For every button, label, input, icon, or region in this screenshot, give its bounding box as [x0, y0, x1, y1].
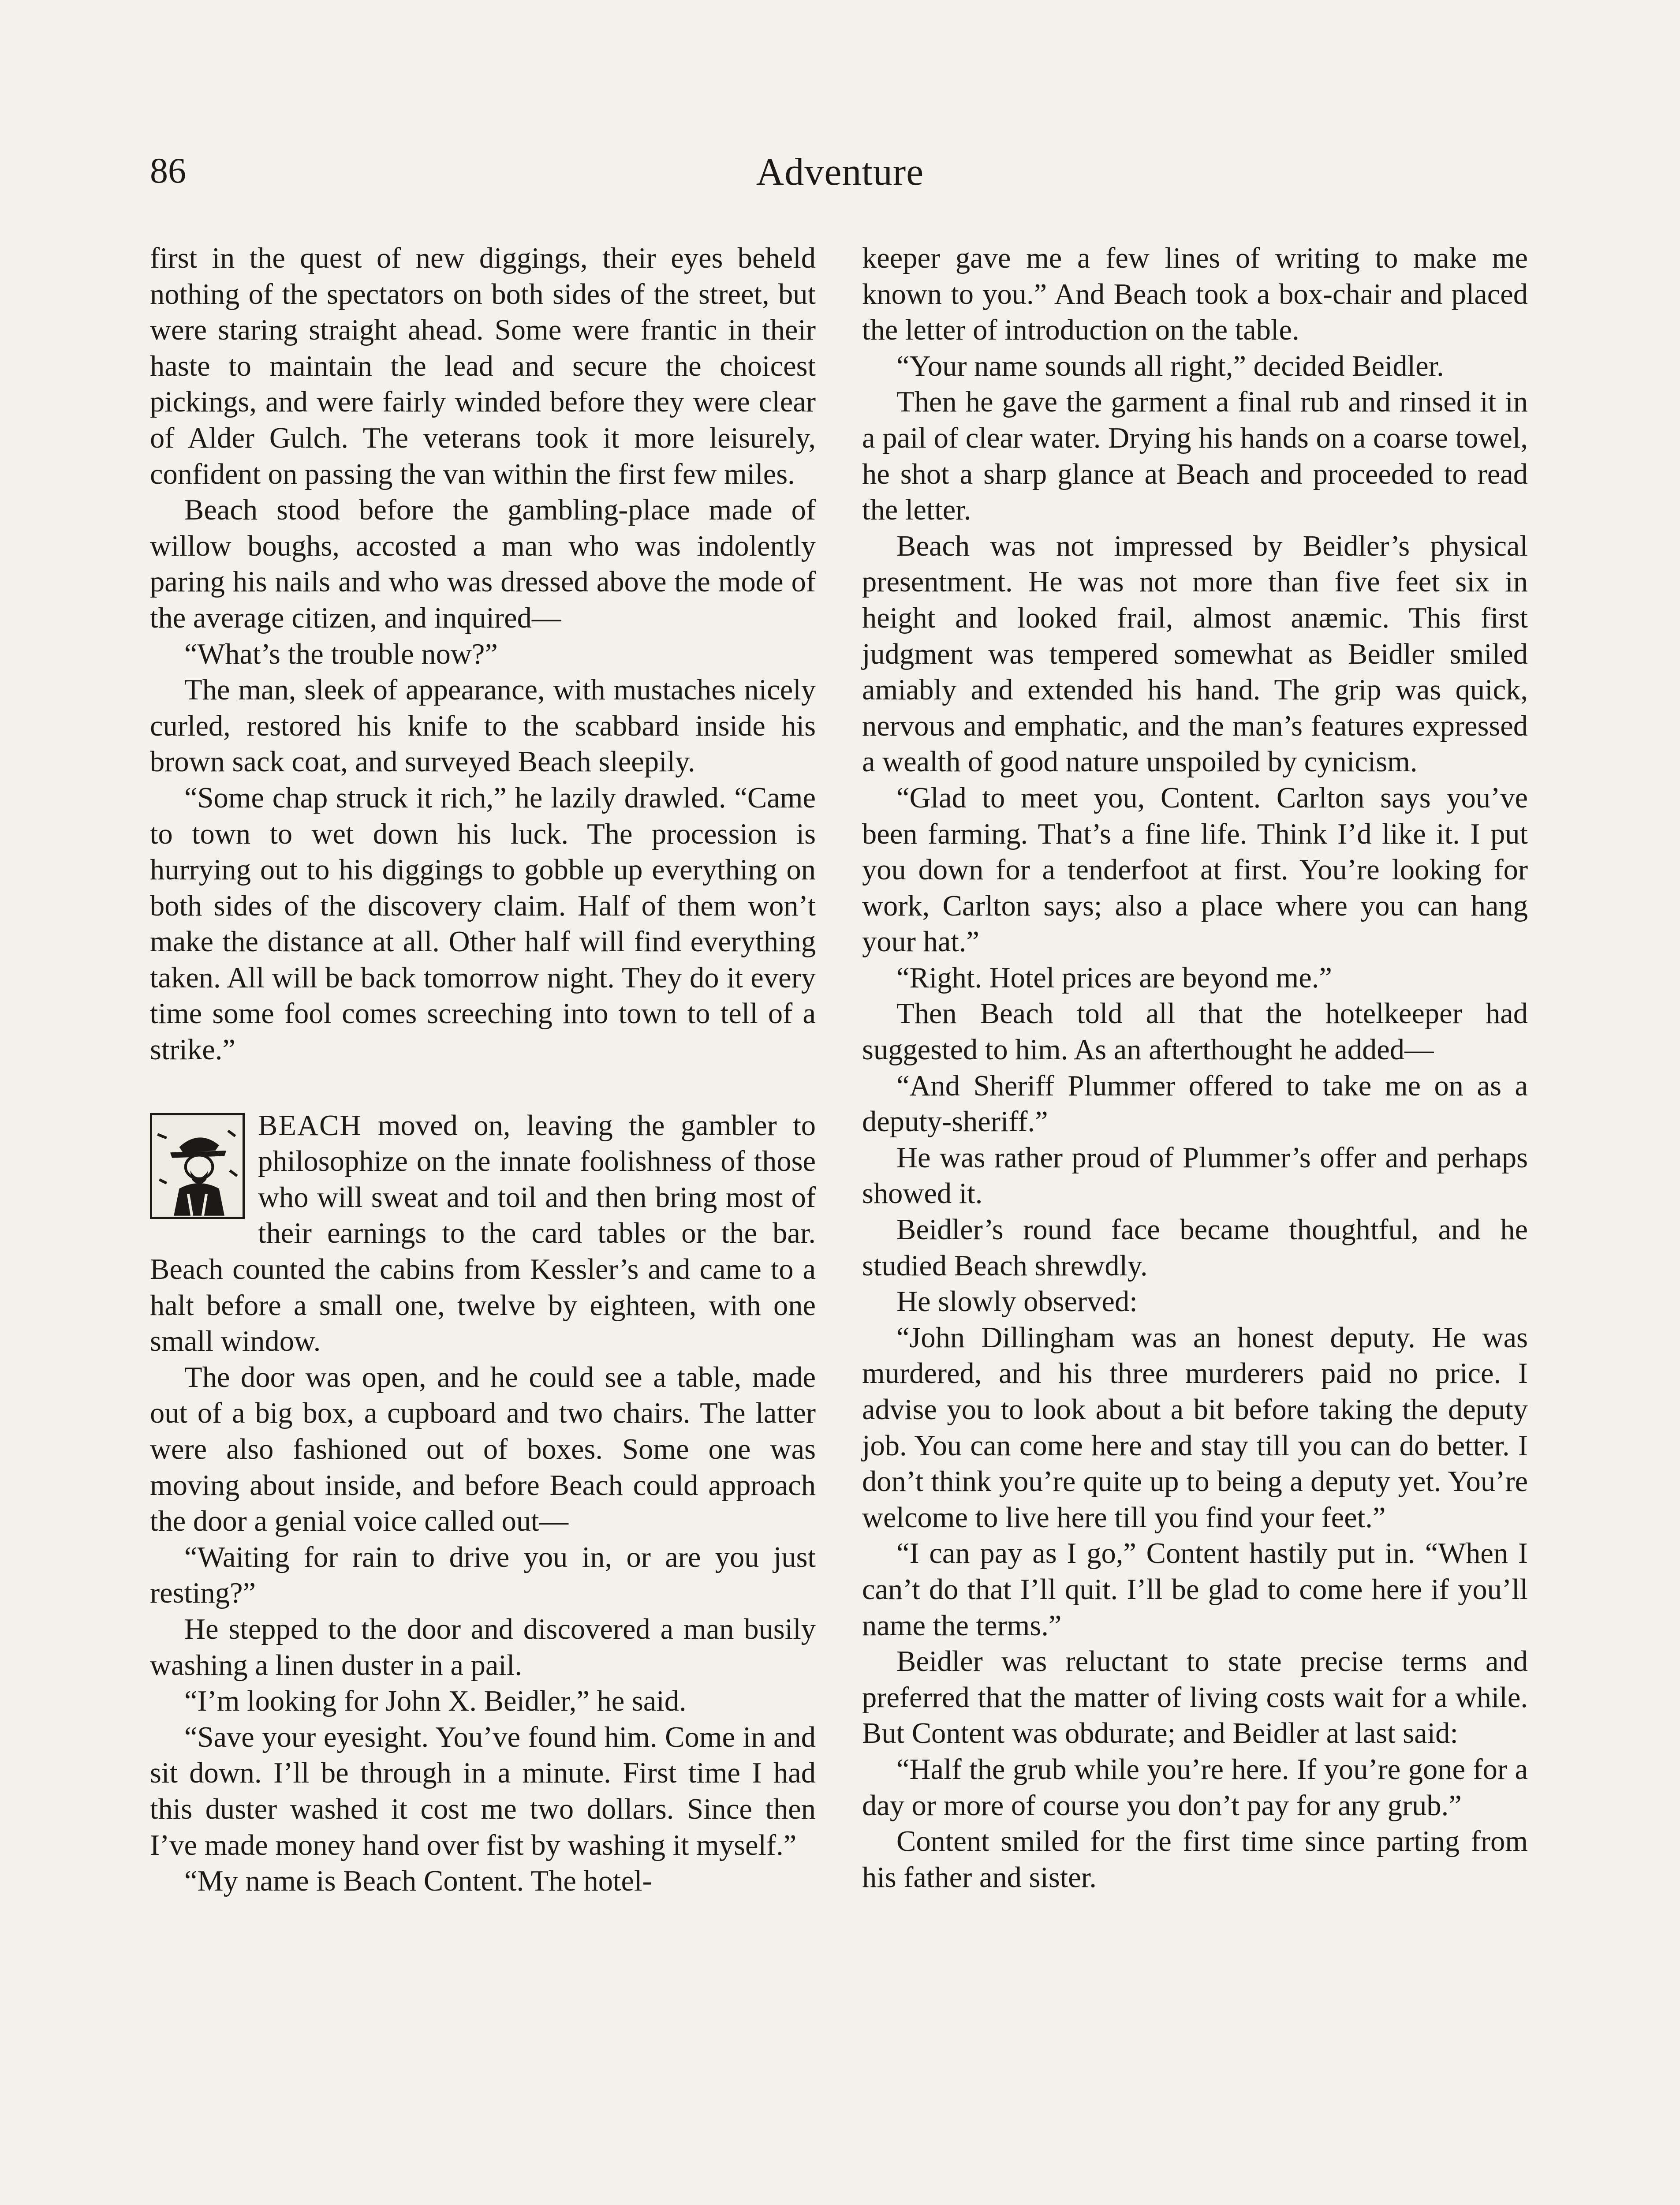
section-break — [150, 1068, 816, 1108]
paragraph: “I can pay as I go,” Content hastily put in. “When I can’t do that I’ll quit. I’ll be glad to come here if you’ll name the terms.” — [862, 1537, 1528, 1642]
paragraph: The door was open, and he could see a table, made out of a big box, a cupboard and two chairs. The latter were also fashioned out of boxes. Some one was moving about inside, and before Beach could approach the door a genial voice called out— — [150, 1361, 816, 1538]
page-header — [150, 150, 1530, 207]
paragraph: “I’m looking for John X. Beidler,” he said. — [184, 1685, 687, 1718]
paragraph: “Half the grub while you’re here. If you’re gone for a day or more of course you don’t pay for any grub.” — [862, 1753, 1528, 1822]
paragraph: He was rather proud of Plummer’s offer and perhaps showed it. — [862, 1141, 1528, 1210]
paragraph: “What’s the trouble now?” — [184, 638, 498, 670]
paragraph-text: moved on, leaving the gambler to philosophize on the innate foolishness of those who will sweat and toil and then bring most of their earnings to the card tables or the bar. Beach counted the cabins from Kessler’s and came to a halt before a small one, twelve by eighteen, with one small window. — [150, 1109, 816, 1358]
paragraph: “Your name sounds all right,” decided Beidler. — [896, 350, 1444, 382]
paragraph: He stepped to the door and discovered a man busily washing a linen duster in a pail. — [150, 1613, 816, 1682]
paragraph: Beach was not impressed by Beidler’s physical presentment. He was not more than five feet six in height and looked frail, almost anæmic. This first judgment was tempered somewhat as Beidler smiled amiably and extended his hand. The grip was quick, nervous and emphatic, and the man’s features expressed a wealth of good nature unspoiled by cynicism. — [862, 530, 1528, 778]
left-column — [150, 240, 816, 1899]
paragraph: He slowly observed: — [896, 1286, 1138, 1318]
paragraph: Content smiled for the first time since parting from his father and sister. — [862, 1825, 1528, 1894]
paragraph: “And Sheriff Plummer offered to take me on as a deputy-sheriff.” — [862, 1069, 1528, 1138]
paragraph: Beidler was reluctant to state precise terms and preferred that the matter of living costs wait for a while. But Content was obdurate; and Beidler at last said: — [862, 1645, 1528, 1750]
paragraph: Beach stood before the gambling-place made of willow boughs, accosted a man who was indolently paring his nails and who was dressed above the mode of the average citizen, and inquired— — [150, 494, 816, 634]
paragraph: Beidler’s round face became thoughtful, and he studied Beach shrewdly. — [862, 1214, 1528, 1282]
illustrated-initial-icon — [150, 1113, 245, 1219]
running-title: Adventure — [756, 151, 924, 194]
right-column — [862, 240, 1528, 1895]
paragraph: Then Beach told all that the hotelkeeper had suggested to him. As an afterthought he added— — [862, 998, 1528, 1066]
paragraph: “Right. Hotel prices are beyond me.” — [896, 961, 1332, 994]
paragraph: Then he gave the garment a final rub and rinsed it in a pail of clear water. Drying his hands on a coarse towel, he shot a sharp glance at Beach and proceeded to read the letter. — [862, 386, 1528, 527]
paragraph: first in the quest of new diggings, their eyes beheld nothing of the spectators on both sides of the street, but were staring straight ahead. Some were frantic in their haste to maintain the lead and secure the choicest pickings, and were fairly winded before they were clear of Alder Gulch. The veterans took it more leisurely, confident on passing the van within the first few miles. — [150, 242, 816, 490]
paragraph: keeper gave me a few lines of writing to make me known to you.” And Beach took a box-chair and placed the letter of introduction on the table. — [862, 242, 1528, 347]
initial-word: BEACH — [258, 1109, 362, 1142]
paragraph: “Save your eyesight. You’ve found him. Come in and sit down. I’ll be through in a minute. First time I had this duster washed it cost me two dollars. Since then I’ve made money hand over fist by washing it myself.” — [150, 1721, 816, 1861]
page-number: 86 — [150, 150, 186, 191]
paragraph-with-illustrated-initial — [150, 1108, 816, 1360]
paragraph: The man, sleek of appearance, with mustaches nicely curled, restored his knife to the scabbard inside his brown sack coat, and surveyed Beach sleepily. — [150, 674, 816, 778]
paragraph: “Glad to meet you, Content. Carlton says you’ve been farming. That’s a fine life. Think I’d like it. I put you down for a tenderfoot at first. You’re looking for work, Carlton says; also a place where you can hang your hat.” — [862, 781, 1528, 958]
paragraph: “John Dillingham was an honest deputy. He was murdered, and his three murderers paid no price. I advise you to look about a bit before taking the deputy job. You can come here and stay till you can do better. I don’t think you’re quite up to being a deputy yet. You’re welcome to live here till you find your feet.” — [862, 1321, 1528, 1534]
paragraph: “Some chap struck it rich,” he lazily drawled. “Came to town to wet down his luck. The procession is hurrying out to his diggings to gobble up everything on both sides of the discovery claim. Half of them won’t make the distance at all. Other half will find everything taken. All will be back tomorrow night. They do it every time some fool comes screeching into town to tell of a strike.” — [150, 781, 816, 1066]
paragraph: “My name is Beach Content. The hotel- — [184, 1865, 652, 1898]
paragraph: “Waiting for rain to drive you in, or are you just resting?” — [150, 1541, 816, 1610]
